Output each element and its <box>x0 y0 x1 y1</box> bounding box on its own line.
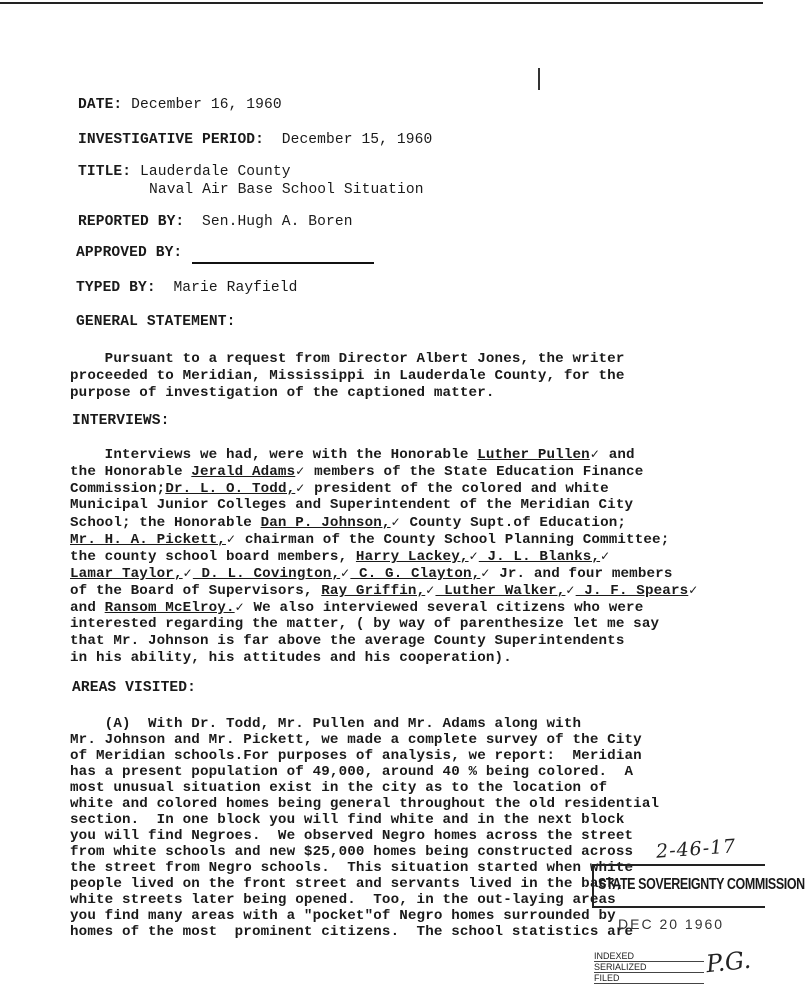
name-harry-lackey: Harry Lackey, <box>355 549 469 565</box>
name-luther-walker: Luther Walker, <box>435 583 566 599</box>
areas-line-3: of Meridian schools.For purposes of analysis, we report: Meridian <box>70 748 642 764</box>
text: of the Board of Supervisors, <box>70 583 322 599</box>
sovereignty-commission-stamp <box>592 864 805 908</box>
interviews-line-11: interested regarding the matter, ( by way of parenthesize let me say <box>70 616 660 632</box>
check-mark-icon: ✓ <box>468 549 479 563</box>
interviews-line-7 <box>70 548 610 565</box>
name-covington: D. L. Covington, <box>192 566 341 582</box>
text: Jr. and four members <box>490 566 673 582</box>
text: County Supt.of Education; <box>400 515 627 531</box>
reported-value: Sen.Hugh A. Boren <box>202 214 353 230</box>
title-line-1: Lauderdale County <box>140 164 291 180</box>
name-blanks: J. L. Blanks, <box>478 549 601 565</box>
period-value: December 15, 1960 <box>281 132 433 148</box>
general-statement-heading: GENERAL STATEMENT: <box>76 314 236 330</box>
areas-line-12: white streets later being opened. Too, in the out-laying areas <box>70 892 616 908</box>
check-mark-icon: ✓ <box>182 566 193 580</box>
check-mark-icon: ✓ <box>225 532 237 546</box>
text: members of the State Education Finance <box>305 464 644 480</box>
areas-line-11: people lived on the front street and servants lived in the back, <box>70 876 625 892</box>
approved-row <box>76 245 182 262</box>
areas-line-8: you will find Negroes. We observed Negro homes across the street <box>70 828 634 844</box>
period-label: INVESTIGATIVE PERIOD: <box>78 132 265 148</box>
general-line-3: purpose of investigation of the captioned matter. <box>70 385 495 401</box>
check-mark-icon: ✓ <box>480 566 491 580</box>
check-mark-icon: ✓ <box>425 583 436 597</box>
areas-line-5: most unusual situation exist in the city as to the location of <box>70 780 608 796</box>
typed-row <box>76 280 297 297</box>
name-ray-griffin: Ray Griffin, <box>321 583 426 599</box>
interviews-line-10 <box>70 599 643 616</box>
interviews-line-1 <box>70 446 635 463</box>
check-mark-icon: ✓ <box>600 549 611 563</box>
name-lamar-taylor: Lamar Taylor, <box>70 566 183 582</box>
check-mark-icon: ✓ <box>340 566 351 580</box>
areas-line-4: has a present population of 49,000, around 40 % being colored. A <box>70 764 634 780</box>
approved-signature-line <box>192 262 374 264</box>
interviews-line-9 <box>70 582 699 599</box>
text: and <box>70 600 105 616</box>
interviews-line-13: in his ability, his attitudes and his cooperation). <box>70 650 512 666</box>
reported-label: REPORTED BY: <box>78 214 185 230</box>
check-mark-icon: ✓ <box>589 447 601 461</box>
title-row <box>78 164 291 181</box>
indexed-stamp <box>594 951 704 984</box>
title-line-2: Naval Air Base School Situation <box>149 182 424 198</box>
received-date-stamp: DEC 20 1960 <box>618 916 725 932</box>
text: School; the Honorable <box>70 515 261 531</box>
name-ransom-mcelroy: Ransom McElroy. <box>104 600 235 616</box>
stamp-title: STATE SOVEREIGNTY COMMISSION <box>598 876 805 893</box>
stamp-filed: FILED <box>594 973 704 984</box>
check-mark-icon: ✓ <box>234 600 245 614</box>
check-mark-icon: ✓ <box>295 464 306 478</box>
date-label: DATE: <box>78 97 123 113</box>
name-pickett: Mr. H. A. Pickett, <box>70 532 226 548</box>
areas-line-9: from white schools and new $25,000 homes being constructed across <box>70 844 634 860</box>
areas-line-2: Mr. Johnson and Mr. Pickett, we made a complete survey of the City <box>70 732 642 748</box>
stamp-indexed: INDEXED <box>594 951 704 962</box>
typed-label: TYPED BY: <box>76 280 156 296</box>
areas-line-14: homes of the most prominent citizens. The school statistics are <box>70 924 634 940</box>
name-dan-johnson: Dan P. Johnson, <box>260 515 391 531</box>
date-value: December 16, 1960 <box>131 97 282 113</box>
typed-value: Marie Rayfield <box>173 280 298 296</box>
text: and <box>600 447 635 463</box>
check-mark-icon: ✓ <box>688 583 699 597</box>
text: the Honorable <box>70 464 192 480</box>
text: Interviews we had, were with the Honorable <box>70 447 478 463</box>
areas-line-6: white and colored homes being general throughout the old residential <box>70 796 660 812</box>
check-mark-icon: ✓ <box>295 481 306 495</box>
stamp-serialized: SERIALIZED <box>594 962 704 973</box>
name-dr-todd: Dr. L. O. Todd, <box>165 481 296 497</box>
areas-visited-heading: AREAS VISITED: <box>72 680 197 696</box>
approved-label: APPROVED BY: <box>76 245 183 261</box>
name-spears: J. F. Spears <box>575 583 689 599</box>
general-line-1: Pursuant to a request from Director Albert Jones, the writer <box>70 351 625 367</box>
interviews-line-8 <box>70 565 673 582</box>
interviews-line-12: that Mr. Johnson is far above the average County Superintendents <box>70 633 625 649</box>
check-mark-icon: ✓ <box>390 515 401 529</box>
title-label: TITLE: <box>78 164 132 180</box>
handwritten-initials: P.G. <box>704 945 753 979</box>
text: president of the colored and white <box>305 481 609 497</box>
interviews-line-5 <box>70 514 626 531</box>
areas-line-1: (A) With Dr. Todd, Mr. Pullen and Mr. Adams along with <box>70 716 582 732</box>
text: the county school board members, <box>70 549 356 565</box>
name-jerald-adams: Jerald Adams <box>191 464 296 480</box>
period-row <box>78 132 432 149</box>
areas-line-10: the street from Negro schools. This situation started when white <box>70 860 634 876</box>
reported-row <box>78 214 353 231</box>
areas-line-7: section. In one block you will find white and in the next block <box>70 812 625 828</box>
handwritten-file-number: 2-46-17 <box>655 835 737 863</box>
name-clayton: C. G. Clayton, <box>350 566 481 582</box>
interviews-line-2 <box>70 463 643 480</box>
interviews-heading: INTERVIEWS: <box>72 413 170 429</box>
interviews-line-3 <box>70 480 609 497</box>
general-line-2: proceeded to Meridian, Mississippi in Lauderdale County, for the <box>70 368 625 384</box>
text: chairman of the County School Planning Committee; <box>236 532 670 548</box>
name-luther-pullen: Luther Pullen <box>477 447 590 463</box>
text: Commission; <box>70 481 166 497</box>
top-border-line <box>0 2 763 4</box>
stray-pen-mark <box>538 68 540 90</box>
interviews-line-6 <box>70 531 669 548</box>
text: We also interviewed several citizens who were <box>244 600 644 616</box>
date-row <box>78 97 282 114</box>
areas-line-13: you find many areas with a "pocket"of Negro homes surrounded by <box>70 908 616 924</box>
check-mark-icon: ✓ <box>565 583 576 597</box>
interviews-line-4: Municipal Junior Colleges and Superintendent of the Meridian City <box>70 497 634 513</box>
